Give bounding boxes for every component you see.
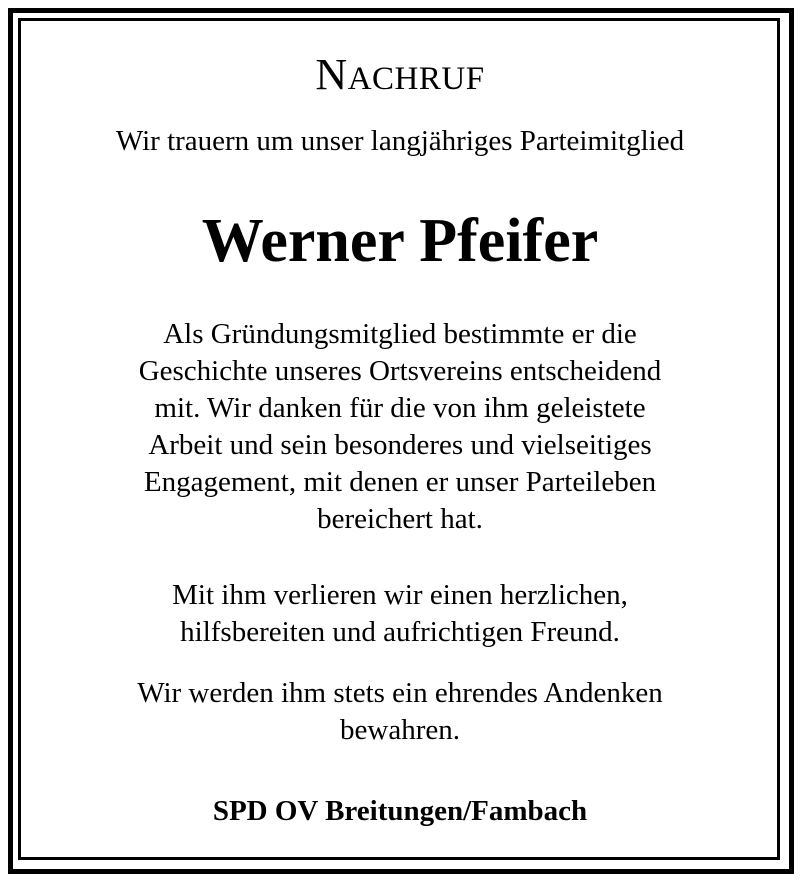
paragraph-line: Mit ihm verlieren wir einen herzlichen, xyxy=(172,579,628,611)
friend-paragraph xyxy=(60,577,740,651)
remembrance-paragraph xyxy=(60,675,740,749)
paragraph-line: Geschichte unseres Ortsvereins entscheidend xyxy=(138,355,662,387)
paragraph-line: Als Gründungsmitglied bestimmte er die xyxy=(163,318,637,350)
notice-subtitle: Wir trauern um unser langjähriges Parteimitglied xyxy=(115,125,685,157)
paragraph-line: bereichert hat. xyxy=(317,503,483,535)
paragraph-line: Engagement, mit denen er unser Parteileben xyxy=(143,466,657,498)
deceased-name: Werner Pfeifer xyxy=(201,207,599,275)
paragraph-line: hilfsbereiten und aufrichtigen Freund. xyxy=(180,616,620,648)
notice-heading xyxy=(0,50,800,104)
signature: SPD OV Breitungen/Fambach xyxy=(212,795,588,827)
heading-rest: ACHRUF xyxy=(347,61,485,97)
paragraph-line: mit. Wir danken für die von ihm geleistete xyxy=(154,392,646,424)
paragraph-line: Wir werden ihm stets ein ehrendes Andenken xyxy=(137,677,663,709)
tribute-paragraph xyxy=(60,316,740,538)
paragraph-line: Arbeit und sein besonderes und vielseitiges xyxy=(148,429,652,461)
heading-initial: N xyxy=(315,50,348,99)
paragraph-line: bewahren. xyxy=(340,714,460,746)
